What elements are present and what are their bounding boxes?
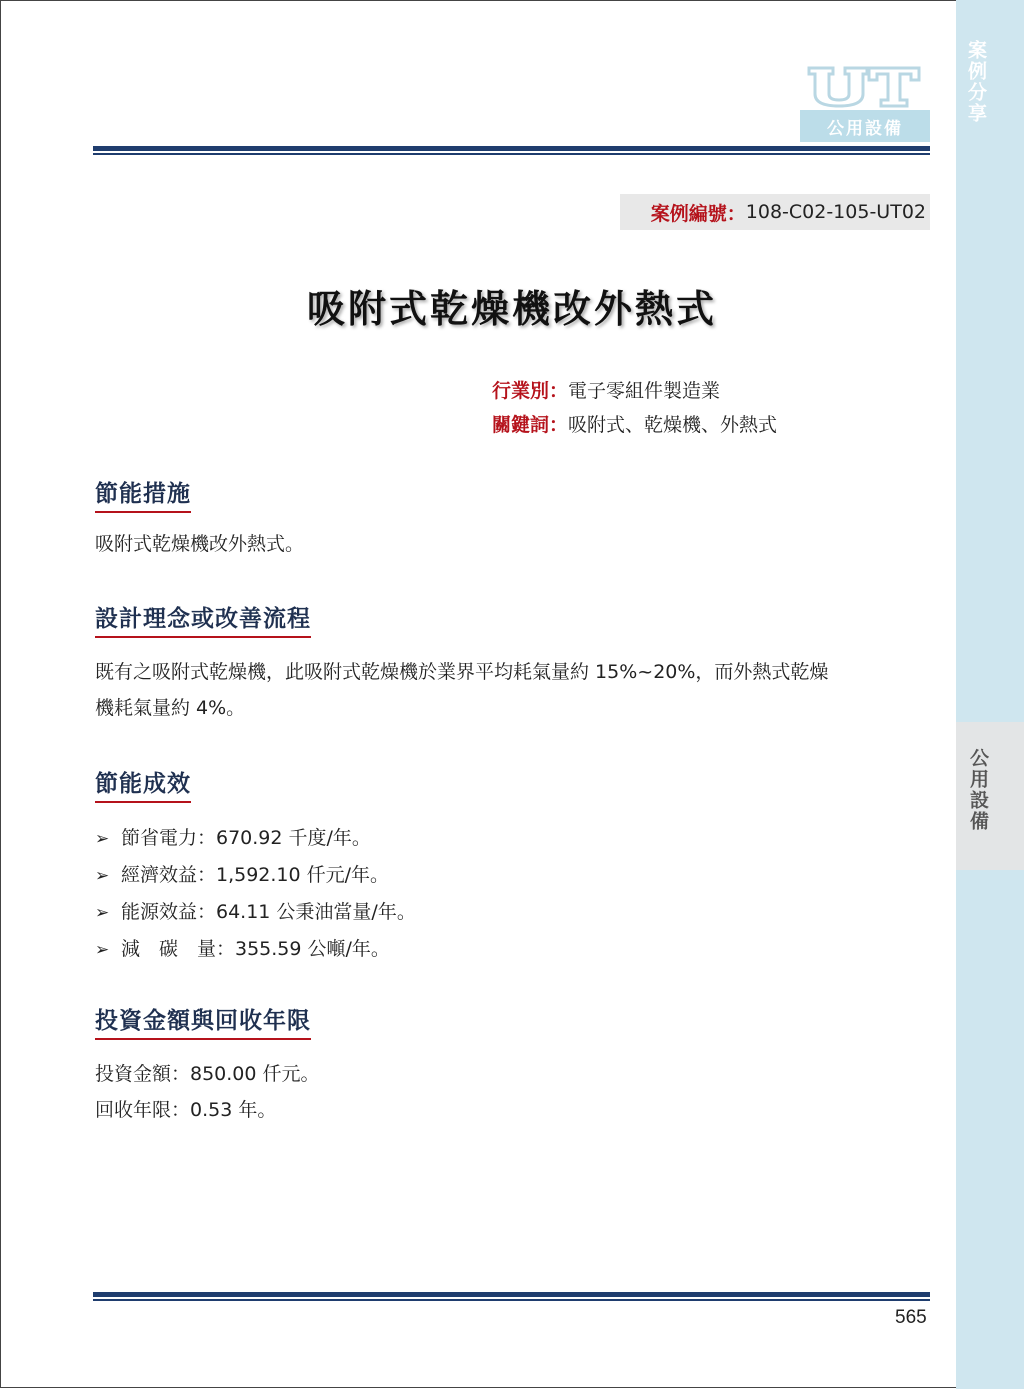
keywords-line [492,410,777,437]
side-label-case-sharing: 案例分享 [965,40,987,124]
measures-text: 吸附式乾燥機改外熱式。 [95,533,305,555]
side-label-utility: 公用設備 [967,748,989,832]
page-title: 吸附式乾燥機改外熱式 [306,287,717,331]
payback-period: 回收年限：0.53 年。 [95,1099,277,1121]
ut-logo-icon [805,64,923,108]
case-number-label: 案例編號： [650,202,746,225]
keywords-value: 吸附式、乾燥機、外熱式 [568,414,778,436]
result-item: ➢ 減 碳 量：355.59 公噸/年。 [95,938,390,960]
arrow-bullet-icon: ➢ [95,940,110,960]
side-strip [956,0,1024,1389]
keywords-label: 關鍵詞： [492,414,569,436]
section-heading-design: 設計理念或改善流程 [95,600,311,638]
page-number: 565 [895,1307,927,1328]
case-number-value: 108-C02-105-UT02 [745,201,926,223]
design-text-line2: 機耗氣量約 4%。 [95,697,246,719]
section-heading-results: 節能成效 [95,765,191,803]
result-item: ➢ 經濟效益：1,592.10 仟元/年。 [95,864,390,886]
arrow-bullet-icon: ➢ [95,903,110,923]
result-item: ➢ 節省電力：670.92 千度/年。 [95,827,371,849]
header-rule [93,146,930,155]
footer-rule [93,1292,930,1301]
arrow-bullet-icon: ➢ [95,866,110,886]
case-number-box [620,194,930,230]
arrow-bullet-icon: ➢ [95,829,110,849]
industry-line [492,376,720,403]
investment-amount: 投資金額：850.00 仟元。 [95,1063,320,1085]
section-heading-investment: 投資金額與回收年限 [95,1002,311,1040]
design-text-line1: 既有之吸附式乾燥機，此吸附式乾燥機於業界平均耗氣量約 15%~20%，而外熱式乾燥 [95,661,829,683]
result-item: ➢ 能源效益：64.11 公秉油當量/年。 [95,901,416,923]
section-heading-measures: 節能措施 [95,475,191,513]
category-badge: 公用設備 [800,110,930,142]
industry-value: 電子零組件製造業 [568,380,721,402]
industry-label: 行業別： [492,380,569,402]
